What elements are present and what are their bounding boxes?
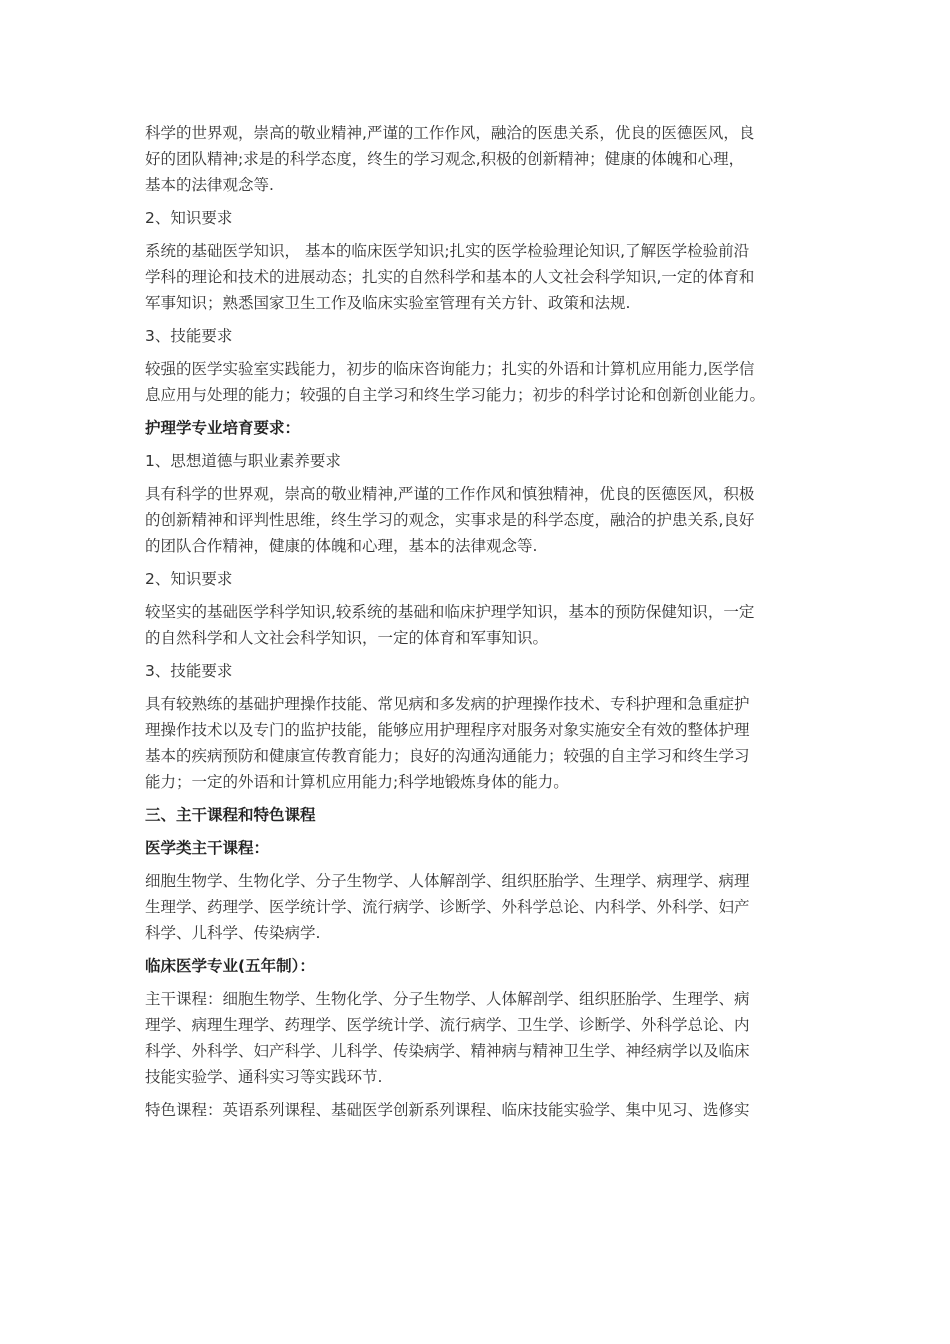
text-line: 军事知识；熟悉国家卫生工作及临床实验室管理有关方针、政策和法规. bbox=[145, 294, 631, 312]
text-line: 基本的法律观念等. bbox=[145, 176, 274, 194]
text-line: 3、技能要求 bbox=[145, 327, 233, 345]
text-line: 息应用与处理的能力；较强的自主学习和终生学习能力；初步的科学讨论和创新创业能力。 bbox=[145, 386, 766, 404]
text-line: 技能实验学、通科实习等实践环节. bbox=[145, 1068, 383, 1086]
section-heading bbox=[145, 802, 810, 828]
paragraph bbox=[145, 356, 810, 408]
text-line: 细胞生物学、生物化学、分子生物学、人体解剖学、组织胚胎学、生理学、病理学、病理 bbox=[145, 872, 750, 890]
text-line: 学科的理论和技术的进展动态；扎实的自然科学和基本的人文社会科学知识,一定的体育和 bbox=[145, 268, 755, 286]
text-line: 具有较熟练的基础护理操作技能、常见病和多发病的护理操作技术、专科护理和急重症护 bbox=[145, 695, 750, 713]
section-heading bbox=[145, 835, 810, 861]
text-line: 3、技能要求 bbox=[145, 662, 233, 680]
text-line: 的自然科学和人文社会科学知识，一定的体育和军事知识。 bbox=[145, 629, 549, 647]
text-line: 理学、病理生理学、药理学、医学统计学、流行病学、卫生学、诊断学、外科学总论、内 bbox=[145, 1016, 750, 1034]
text-line: 科学的世界观，崇高的敬业精神,严谨的工作作风，融洽的医患关系，优良的医德医风，良 bbox=[145, 124, 755, 142]
text-line: 较强的医学实验室实践能力，初步的临床咨询能力；扎实的外语和计算机应用能力,医学信 bbox=[145, 360, 755, 378]
paragraph bbox=[145, 1097, 810, 1123]
text-line: 2、知识要求 bbox=[145, 570, 233, 588]
text-line: 生理学、药理学、医学统计学、流行病学、诊断学、外科学总论、内科学、外科学、妇产 bbox=[145, 898, 750, 916]
paragraph bbox=[145, 120, 810, 198]
paragraph bbox=[145, 868, 810, 946]
text-line: 好的团队精神;求是的科学态度，终生的学习观念,积极的创新精神；健康的体魄和心理， bbox=[145, 150, 745, 168]
paragraph bbox=[145, 205, 810, 231]
document-page bbox=[145, 120, 810, 1130]
text-line: 特色课程：英语系列课程、基础医学创新系列课程、临床技能实验学、集中见习、选修实 bbox=[145, 1101, 750, 1119]
section-heading bbox=[145, 415, 810, 441]
text-line: 能力；一定的外语和计算机应用能力;科学地锻炼身体的能力。 bbox=[145, 773, 569, 791]
text-line: 主干课程：细胞生物学、生物化学、分子生物学、人体解剖学、组织胚胎学、生理学、病 bbox=[145, 990, 750, 1008]
text-line: 科学、儿科学、传染病学. bbox=[145, 924, 321, 942]
paragraph bbox=[145, 448, 810, 474]
text-line: 系统的基础医学知识， 基本的临床医学知识;扎实的医学检验理论知识,了解医学检验前沿 bbox=[145, 242, 750, 260]
text-line: 具有科学的世界观，崇高的敬业精神,严谨的工作作风和慎独精神，优良的医德医风，积极 bbox=[145, 485, 755, 503]
paragraph bbox=[145, 566, 810, 592]
paragraph bbox=[145, 658, 810, 684]
text-line: 临床医学专业(五年制）： bbox=[145, 957, 315, 975]
text-line: 2、知识要求 bbox=[145, 209, 233, 227]
paragraph bbox=[145, 481, 810, 559]
paragraph bbox=[145, 691, 810, 795]
text-line: 的团队合作精神，健康的体魄和心理，基本的法律观念等. bbox=[145, 537, 538, 555]
paragraph bbox=[145, 986, 810, 1090]
text-line: 医学类主干课程： bbox=[145, 839, 270, 857]
text-line: 较坚实的基础医学科学知识,较系统的基础和临床护理学知识，基本的预防保健知识，一定 bbox=[145, 603, 755, 621]
text-line: 科学、外科学、妇产科学、儿科学、传染病学、精神病与精神卫生学、神经病学以及临床 bbox=[145, 1042, 750, 1060]
text-line: 1、思想道德与职业素养要求 bbox=[145, 452, 341, 470]
section-heading bbox=[145, 953, 810, 979]
paragraph bbox=[145, 323, 810, 349]
document-body bbox=[145, 120, 810, 1123]
text-line: 的创新精神和评判性思维，终生学习的观念，实事求是的科学态度，融洽的护患关系,良好 bbox=[145, 511, 755, 529]
text-line: 理操作技术以及专门的监护技能，能够应用护理程序对服务对象实施安全有效的整体护理 bbox=[145, 721, 750, 739]
text-line: 护理学专业培育要求： bbox=[145, 419, 301, 437]
paragraph bbox=[145, 238, 810, 316]
text-line: 三、主干课程和特色课程 bbox=[145, 806, 316, 824]
paragraph bbox=[145, 599, 810, 651]
text-line: 基本的疾病预防和健康宣传教育能力；良好的沟通沟通能力；较强的自主学习和终生学习 bbox=[145, 747, 750, 765]
